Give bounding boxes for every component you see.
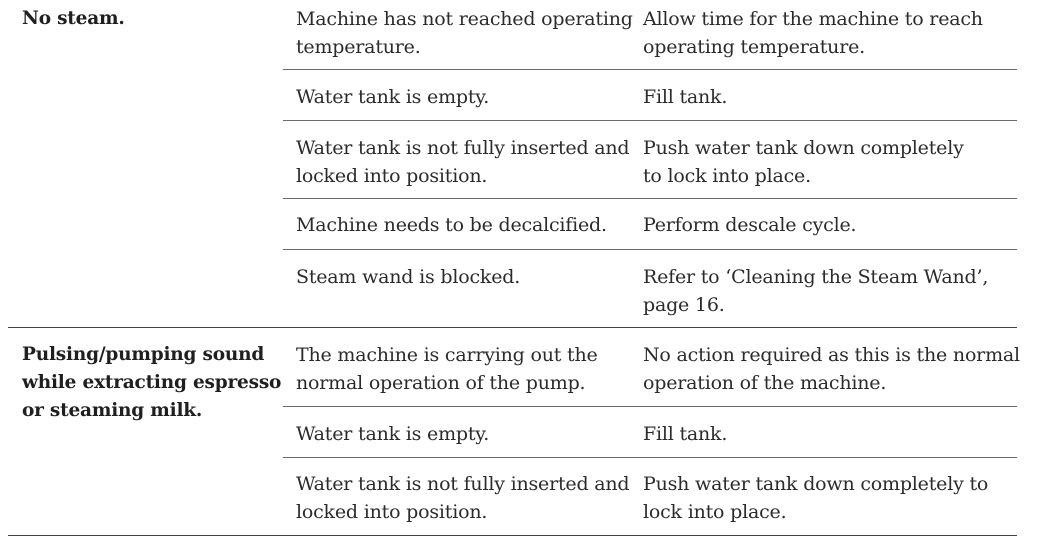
- row-divider: [283, 457, 1017, 458]
- row-divider: [283, 198, 1017, 199]
- row-divider: [283, 249, 1017, 250]
- row-divider: [283, 69, 1017, 70]
- cause-cell: Water tank is empty.: [296, 86, 490, 108]
- cause-cell: Water tank is not fully inserted and locked into position.: [296, 473, 630, 523]
- cause-cell: Machine needs to be decalcified.: [296, 214, 607, 236]
- solution-cell: Allow time for the machine to reach operating temperature.: [643, 8, 983, 58]
- row-divider: [283, 120, 1017, 121]
- cause-cell: The machine is carrying out the normal operation of the pump.: [296, 344, 598, 394]
- solution-cell: Fill tank.: [643, 423, 728, 445]
- solution-cell: Refer to ‘Cleaning the Steam Wand’, page 16.: [643, 266, 989, 316]
- solution-cell: Fill tank.: [643, 86, 728, 108]
- problem-no-steam: No steam.: [22, 8, 125, 29]
- solution-cell: No action required as this is the normal operation of the machine.: [643, 344, 1020, 394]
- group-divider: [8, 327, 1017, 328]
- cause-cell: Water tank is empty.: [296, 423, 490, 445]
- cause-cell: Water tank is not fully inserted and locked into position.: [296, 137, 630, 187]
- cause-cell: Steam wand is blocked.: [296, 266, 521, 288]
- solution-cell: Perform descale cycle.: [643, 214, 857, 236]
- cause-cell: Machine has not reached operating temperature.: [296, 8, 633, 58]
- solution-cell: Push water tank down completely to lock into place.: [643, 137, 964, 187]
- solution-cell: Push water tank down completely to lock into place.: [643, 473, 989, 523]
- problem-pulsing-sound: Pulsing/pumping sound while extracting espresso or steaming milk.: [22, 344, 282, 421]
- row-divider: [283, 406, 1017, 407]
- table-bottom-border: [8, 535, 1017, 536]
